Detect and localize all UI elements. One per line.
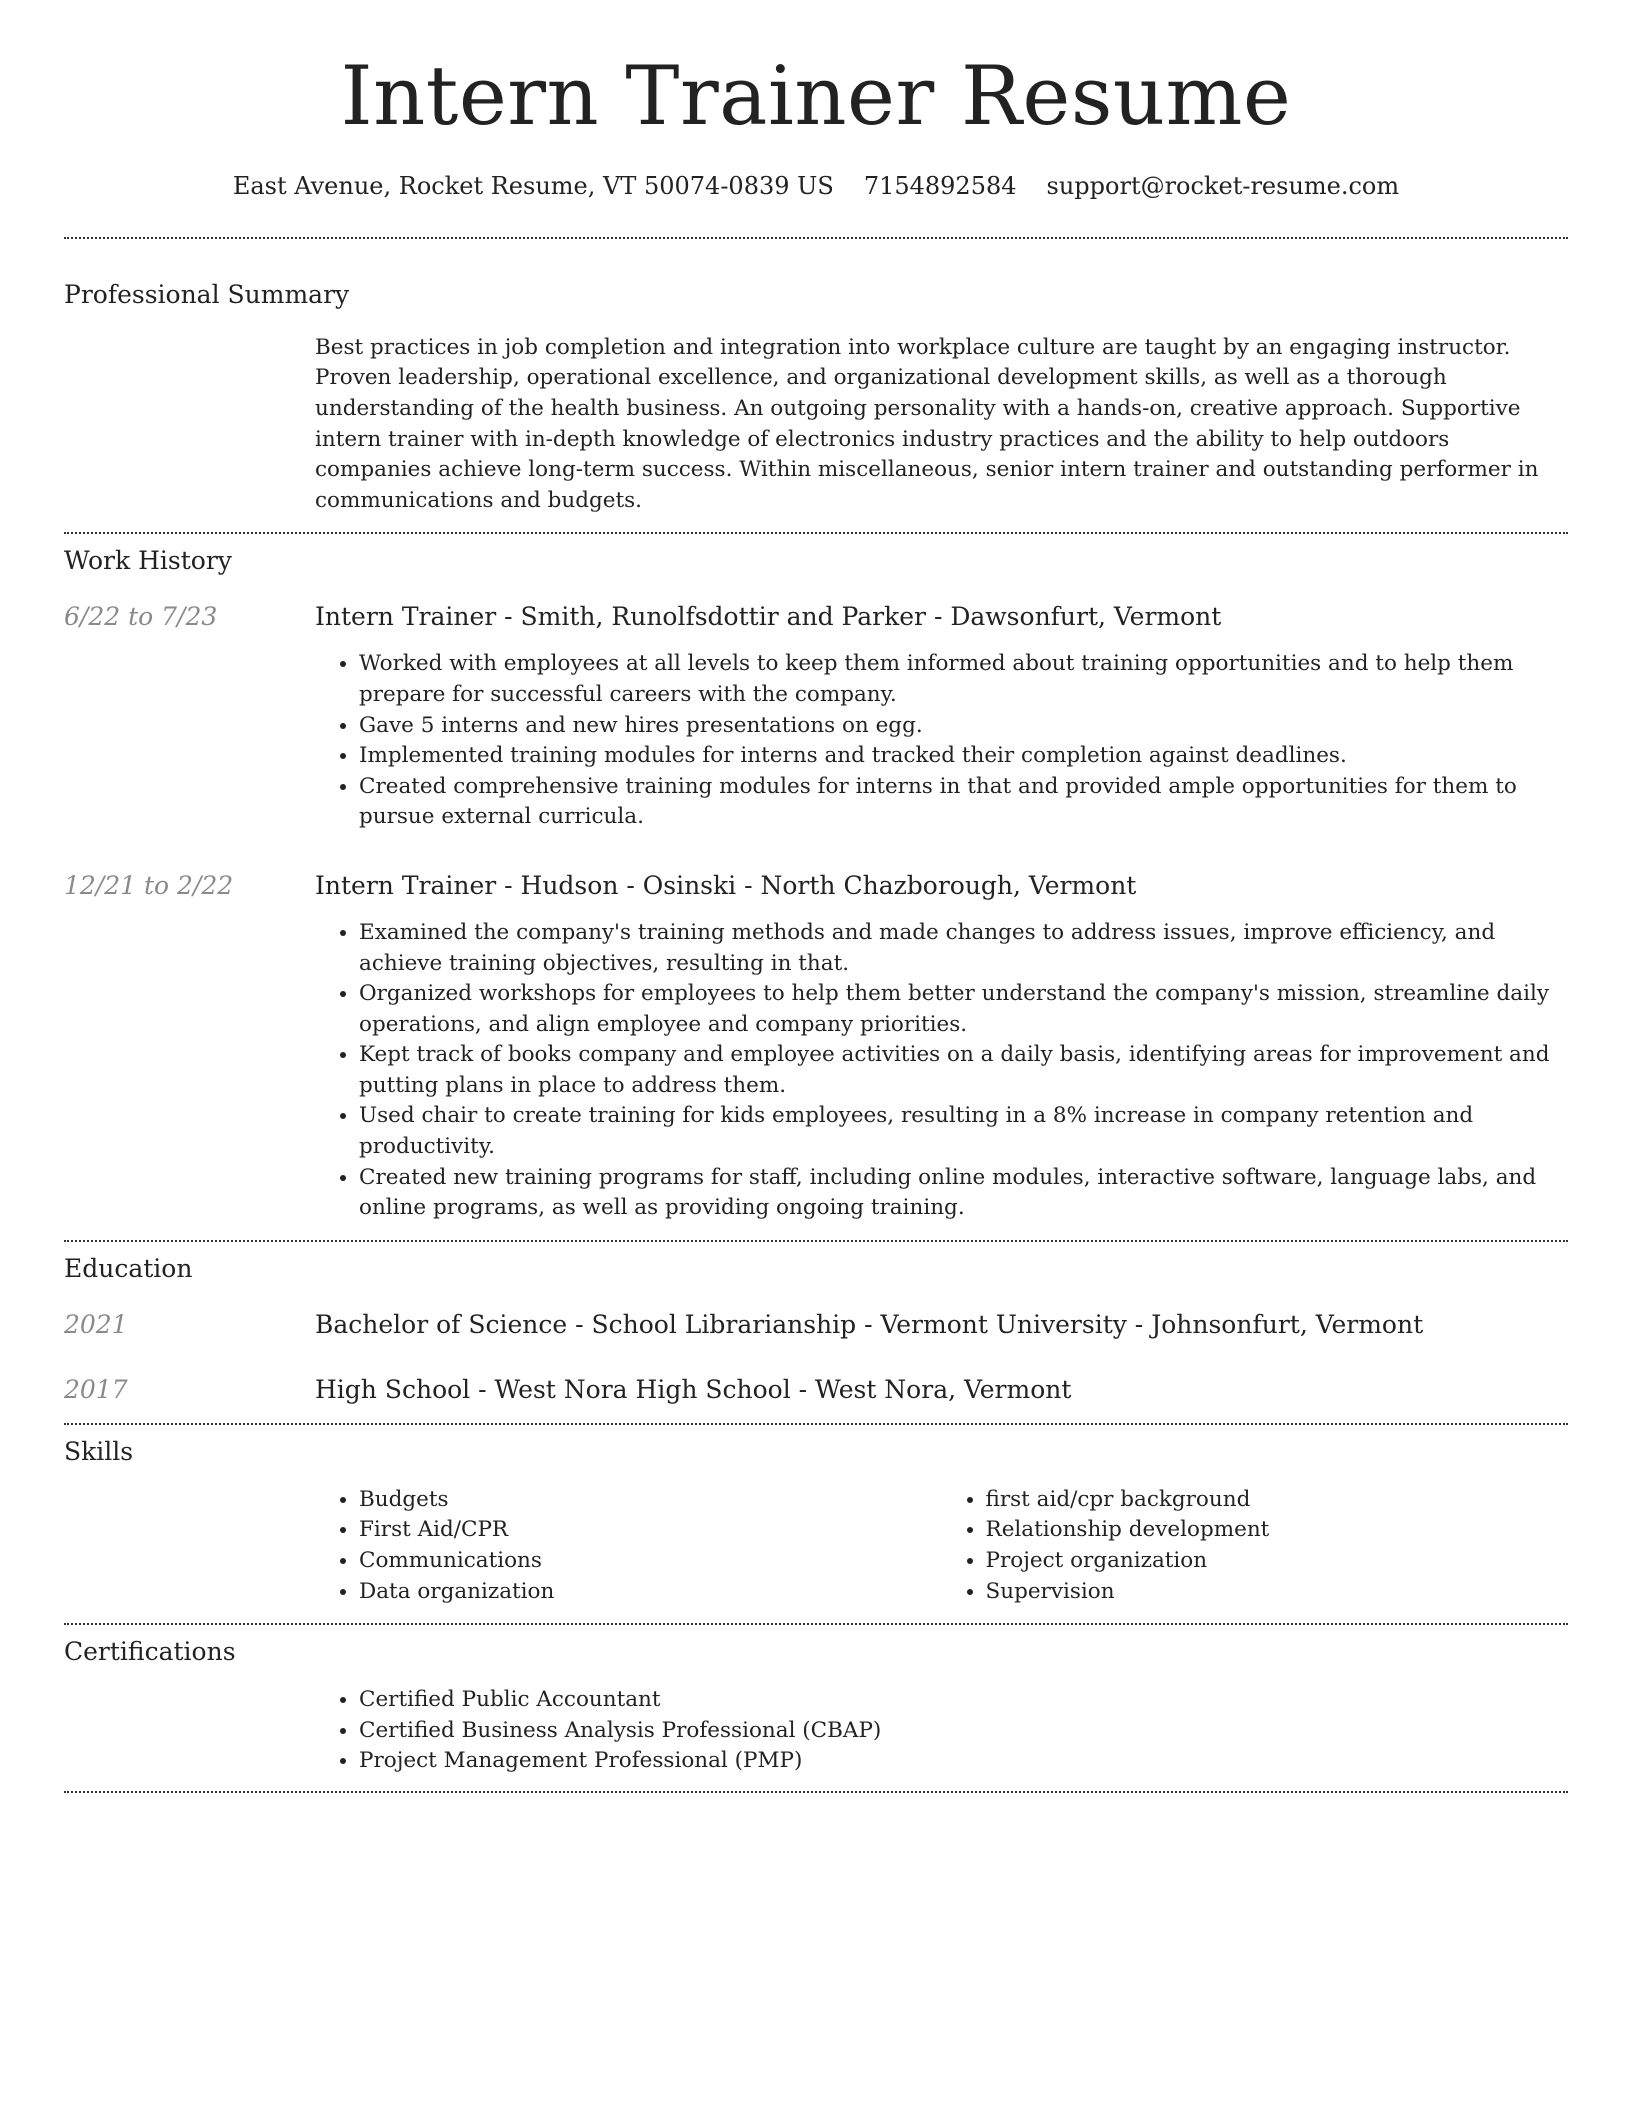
education-section — [64, 1254, 1568, 1404]
certifications-list — [315, 1685, 1568, 1777]
job-header — [64, 871, 1568, 900]
education-degree: Bachelor of Science - School Librarianship - Vermont University - Johnsonfurt, Vermont — [315, 1309, 1424, 1339]
section-divider — [64, 1240, 1568, 1242]
resume-title: Intern Trainer Resume — [340, 50, 1292, 144]
job-title: Intern Trainer - Smith, Runolfsdottir and Parker - Dawsonfurt, Vermont — [315, 602, 1222, 632]
skill-item: • Supervision — [986, 1577, 1569, 1608]
certifications-heading: Certifications — [64, 1637, 236, 1667]
work-heading: Work History — [64, 546, 232, 576]
certification-item: • Project Management Professional (PMP) — [359, 1746, 1568, 1777]
job-bullet: • Kept track of books company and employee activities on a daily basis, identifying areas for improvement and putting plans in place to address them. — [359, 1040, 1568, 1101]
skill-item: • Communications — [359, 1546, 942, 1577]
section-divider — [64, 1423, 1568, 1425]
section-divider — [64, 1623, 1568, 1625]
job-title: Intern Trainer - Hudson - Osinski - North Chazborough, Vermont — [315, 870, 1137, 900]
certification-item: • Certified Public Accountant — [359, 1685, 1568, 1716]
job-bullet: • Worked with employees at all levels to keep them informed about training opportunities and to help them prepare for successful careers with the company. — [359, 649, 1568, 710]
section-divider — [64, 237, 1568, 239]
summary-text: Best practices in job completion and integration into workplace culture are taught by an engaging instructor. Proven leadership, operational excellence, and organizational development skills, as well as a thorough understanding of the health business. An outgoing personality with a hands-on, creative approach. Supportive intern trainer with in-depth knowledge of electronics industry practices and the ability to help outdoors companies achieve long-term success. Within miscellaneous, senior intern trainer and outstanding performer in communications and budgets. — [315, 334, 1539, 513]
job-bullets — [315, 918, 1568, 1224]
job-bullet: • Examined the company's training methods and made changes to address issues, improve efficiency, and achieve training objectives, resulting in that. — [359, 918, 1568, 979]
skills-section — [64, 1437, 1568, 1607]
skills-column-left — [315, 1485, 942, 1607]
job-bullet: • Gave 5 interns and new hires presentations on egg. — [359, 711, 1568, 742]
summary-heading: Professional Summary — [64, 279, 350, 309]
job-dates: 6/22 to 7/23 — [64, 602, 218, 632]
section-divider — [64, 1791, 1568, 1793]
summary-section — [64, 280, 1568, 517]
skill-item: • First Aid/CPR — [359, 1515, 942, 1546]
skills-list — [315, 1485, 1568, 1607]
education-entry — [64, 1375, 1568, 1404]
education-degree: High School - West Nora High School - West Nora, Vermont — [315, 1374, 1072, 1404]
skill-item: • Relationship development — [986, 1515, 1569, 1546]
section-divider — [64, 532, 1568, 534]
job-entry — [64, 602, 1568, 833]
job-bullet: • Implemented training modules for interns and tracked their completion against deadlines. — [359, 741, 1568, 772]
job-dates: 12/21 to 2/22 — [64, 870, 234, 900]
education-heading: Education — [64, 1253, 193, 1283]
contact-email: support@rocket-resume.com — [1046, 172, 1400, 200]
job-details — [315, 918, 1568, 1224]
summary-body — [315, 333, 1568, 517]
job-details — [315, 649, 1568, 833]
skill-item: • Project organization — [986, 1546, 1569, 1577]
skill-item: • first aid/cpr background — [986, 1485, 1569, 1516]
job-bullet: • Used chair to create training for kids employees, resulting in a 8% increase in company retention and productivity. — [359, 1101, 1568, 1162]
skills-heading: Skills — [64, 1436, 134, 1466]
job-bullet: • Created new training programs for staff, including online modules, interactive software, language labs, and online programs, as well as providing ongoing training. — [359, 1163, 1568, 1224]
job-bullet: • Organized workshops for employees to help them better understand the company's mission, streamline daily operations, and align employee and company priorities. — [359, 979, 1568, 1040]
skills-column-right — [942, 1485, 1569, 1607]
certifications-section — [64, 1637, 1568, 1777]
work-section — [64, 546, 1568, 1224]
certification-item: • Certified Business Analysis Professional (CBAP) — [359, 1716, 1568, 1747]
job-bullets — [315, 649, 1568, 833]
resume-page — [64, 0, 1568, 1793]
skill-item: • Budgets — [359, 1485, 942, 1516]
education-year: 2021 — [64, 1309, 128, 1339]
contact-line — [64, 172, 1568, 201]
contact-phone: 7154892584 — [863, 172, 1017, 200]
certifications-bullets — [315, 1685, 1568, 1777]
job-bullet: • Created comprehensive training modules for interns in that and provided ample opportunities for them to pursue external curricula. — [359, 772, 1568, 833]
skill-item: • Data organization — [359, 1577, 942, 1608]
job-header — [64, 602, 1568, 631]
contact-address: East Avenue, Rocket Resume, VT 50074-0839 US — [232, 172, 834, 200]
job-entry — [64, 871, 1568, 1224]
education-entry — [64, 1310, 1568, 1339]
education-year: 2017 — [64, 1374, 128, 1404]
